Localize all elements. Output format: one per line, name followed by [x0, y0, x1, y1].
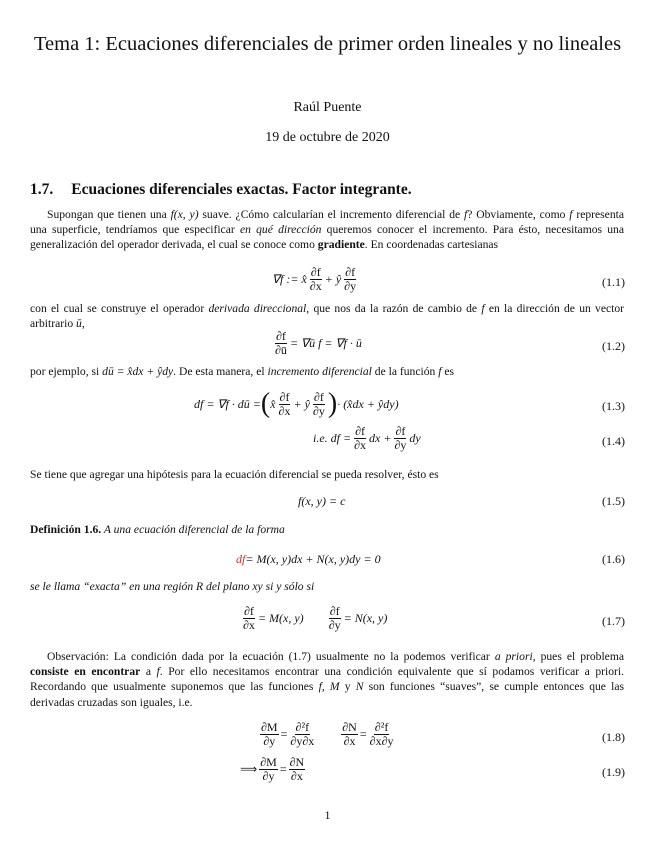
equation-number: (1.9) — [602, 765, 625, 779]
page-number: 1 — [324, 808, 331, 822]
equation-number: (1.8) — [602, 730, 625, 744]
equation-number: (1.5) — [602, 494, 625, 508]
equation-number: (1.2) — [602, 339, 625, 353]
paragraph-directional: con el cual se construye el operador derivada direccional, que nos da la razón de cambio de f en la dirección de un vector arbitrario ū, — [30, 302, 625, 331]
document-page: Tema 1: Ecuaciones diferenciales de primer orden lineales y no lineales Raúl Puente 19 de octubre de 2020 1.7. Ecuaciones diferenciales exactas. Factor integrante. Supongan que tienen una f(x, y) suave. ¿Cómo calcularían el incremento diferencial de f? Obviamente, como f representa una superficie, tendríamos que especificar en qué dirección queremos conocer el incremento. Para ésto, necesitamos una generalización del operador derivada, el cual se conoce como gradiente. En coordenadas cartesianas ∇f := x̂ $\frac{\partial f}{\partial x}$ + ŷ $\frac{\partial f}{\partial y}$ (1.1) con el cual se construye el operador derivada direccional, que nos da la razón de cambio de f en la dirección de un vector arbitrario ū, $\frac{\partial f}{\partial ū}$ = ∇ū f = ∇f · ū (1.2) por ejemplo, si dū = x̂dx + ŷdy. De esta manera, el incremento diferencial de la función f es df = ∇f · dū = ( x̂ $\frac{\partial f}{\partial x}$ + ŷ $\frac{\partial f}{\partial y}$ ) · (x̂dx + ŷdy) (1.3) i.e. df = $\frac{\partial f}{\partial x}$ dx + $\frac{\partial f}{\partial y}$ dy (1.4) Se tiene que agregar una hipótesis para la ecuación diferencial se pueda resolver, ésto es f(x, y) = c (1.5) Definición 1.6. A una ecuación diferencial de la forma df = M(x, y)dx + N(x, y)dy = 0 (1.6) se le llama “exacta” en una región R del plano xy si y sólo si $\frac{\partial f}{\partial x}$ = M(x, y) $\frac{\partial f}{\partial y}$ = N(x, y) (1.7) Observación: La condición dada por la ecuación (1.7) usualmente no la podemos verificar a priori, pues el problema consiste en encontrar a f. Por ello necesitamos encontrar una condición equivalente que sí podamos verificar a priori. Recordando que usualmente suponemos que las funciones f, M y N son funciones “suaves”, se cumple entonces que las derivadas cruzadas son iguales, i.e. $\frac{\partial M}{\partial y}$ = $\frac{\text{∂²f}}{\partial y\partial x}$ $\frac{\partial N}{\partial x}$ = $\frac{\text{∂²f}}{\partial x\partial y}$ (1.8) ⟹ $\frac{\partial M}{\partial y}$ = $\frac{\partial N}{\partial x}$ (1.9) 1 — [0, 0, 655, 848]
section-title: Ecuaciones diferenciales exactas. Factor integrante. — [71, 181, 412, 198]
paragraph-observation: Observación: La condición dada por la ecuación (1.7) usualmente no la podemos verificar a priori, pues el problema consiste en encontrar a f. Por ello necesitamos encontrar una condición equivalente que sí podamos verificar a priori. Recordando que usualmente suponemos que las funciones f, M y N son funciones “suaves”, se cumple entonces que las derivadas cruzadas son iguales, i.e. — [30, 650, 625, 709]
paragraph-example: por ejemplo, si dū = x̂dx + ŷdy. De esta manera, el incremento diferencial de la función f es — [30, 365, 455, 378]
equation-number: (1.6) — [602, 552, 625, 566]
equation-number: (1.7) — [602, 614, 625, 628]
definition-continuation: se le llama “exacta” en una región R del plano xy si y sólo si — [30, 580, 315, 593]
definition-1-6: Definición 1.6. A una ecuación diferencial de la forma — [30, 523, 285, 536]
paragraph-hypothesis: Se tiene que agregar una hipótesis para la ecuación diferencial se pueda resolver, ésto es — [30, 468, 439, 481]
section-number: 1.7. — [30, 181, 54, 198]
paragraph-gradient-intro: Supongan que tienen una f(x, y) suave. ¿Cómo calcularían el incremento diferencial de f? Obviamente, como f representa una superficie, tendríamos que especificar en qué dirección queremos conocer el incremento. Para ésto, necesitamos una generalización del operador derivada, el cual se conoce como gradiente. En coordenadas cartesianas — [30, 208, 624, 252]
author: Raúl Puente — [293, 100, 362, 115]
equation-number: (1.3) — [602, 399, 625, 413]
section-heading — [30, 181, 412, 199]
date: 19 de octubre de 2020 — [265, 130, 390, 145]
document-title: Tema 1: Ecuaciones diferenciales de primer orden lineales y no lineales — [33, 33, 622, 55]
equation-number: (1.4) — [602, 434, 625, 448]
equation-number: (1.1) — [602, 275, 625, 289]
df-highlight: df — [236, 552, 246, 566]
